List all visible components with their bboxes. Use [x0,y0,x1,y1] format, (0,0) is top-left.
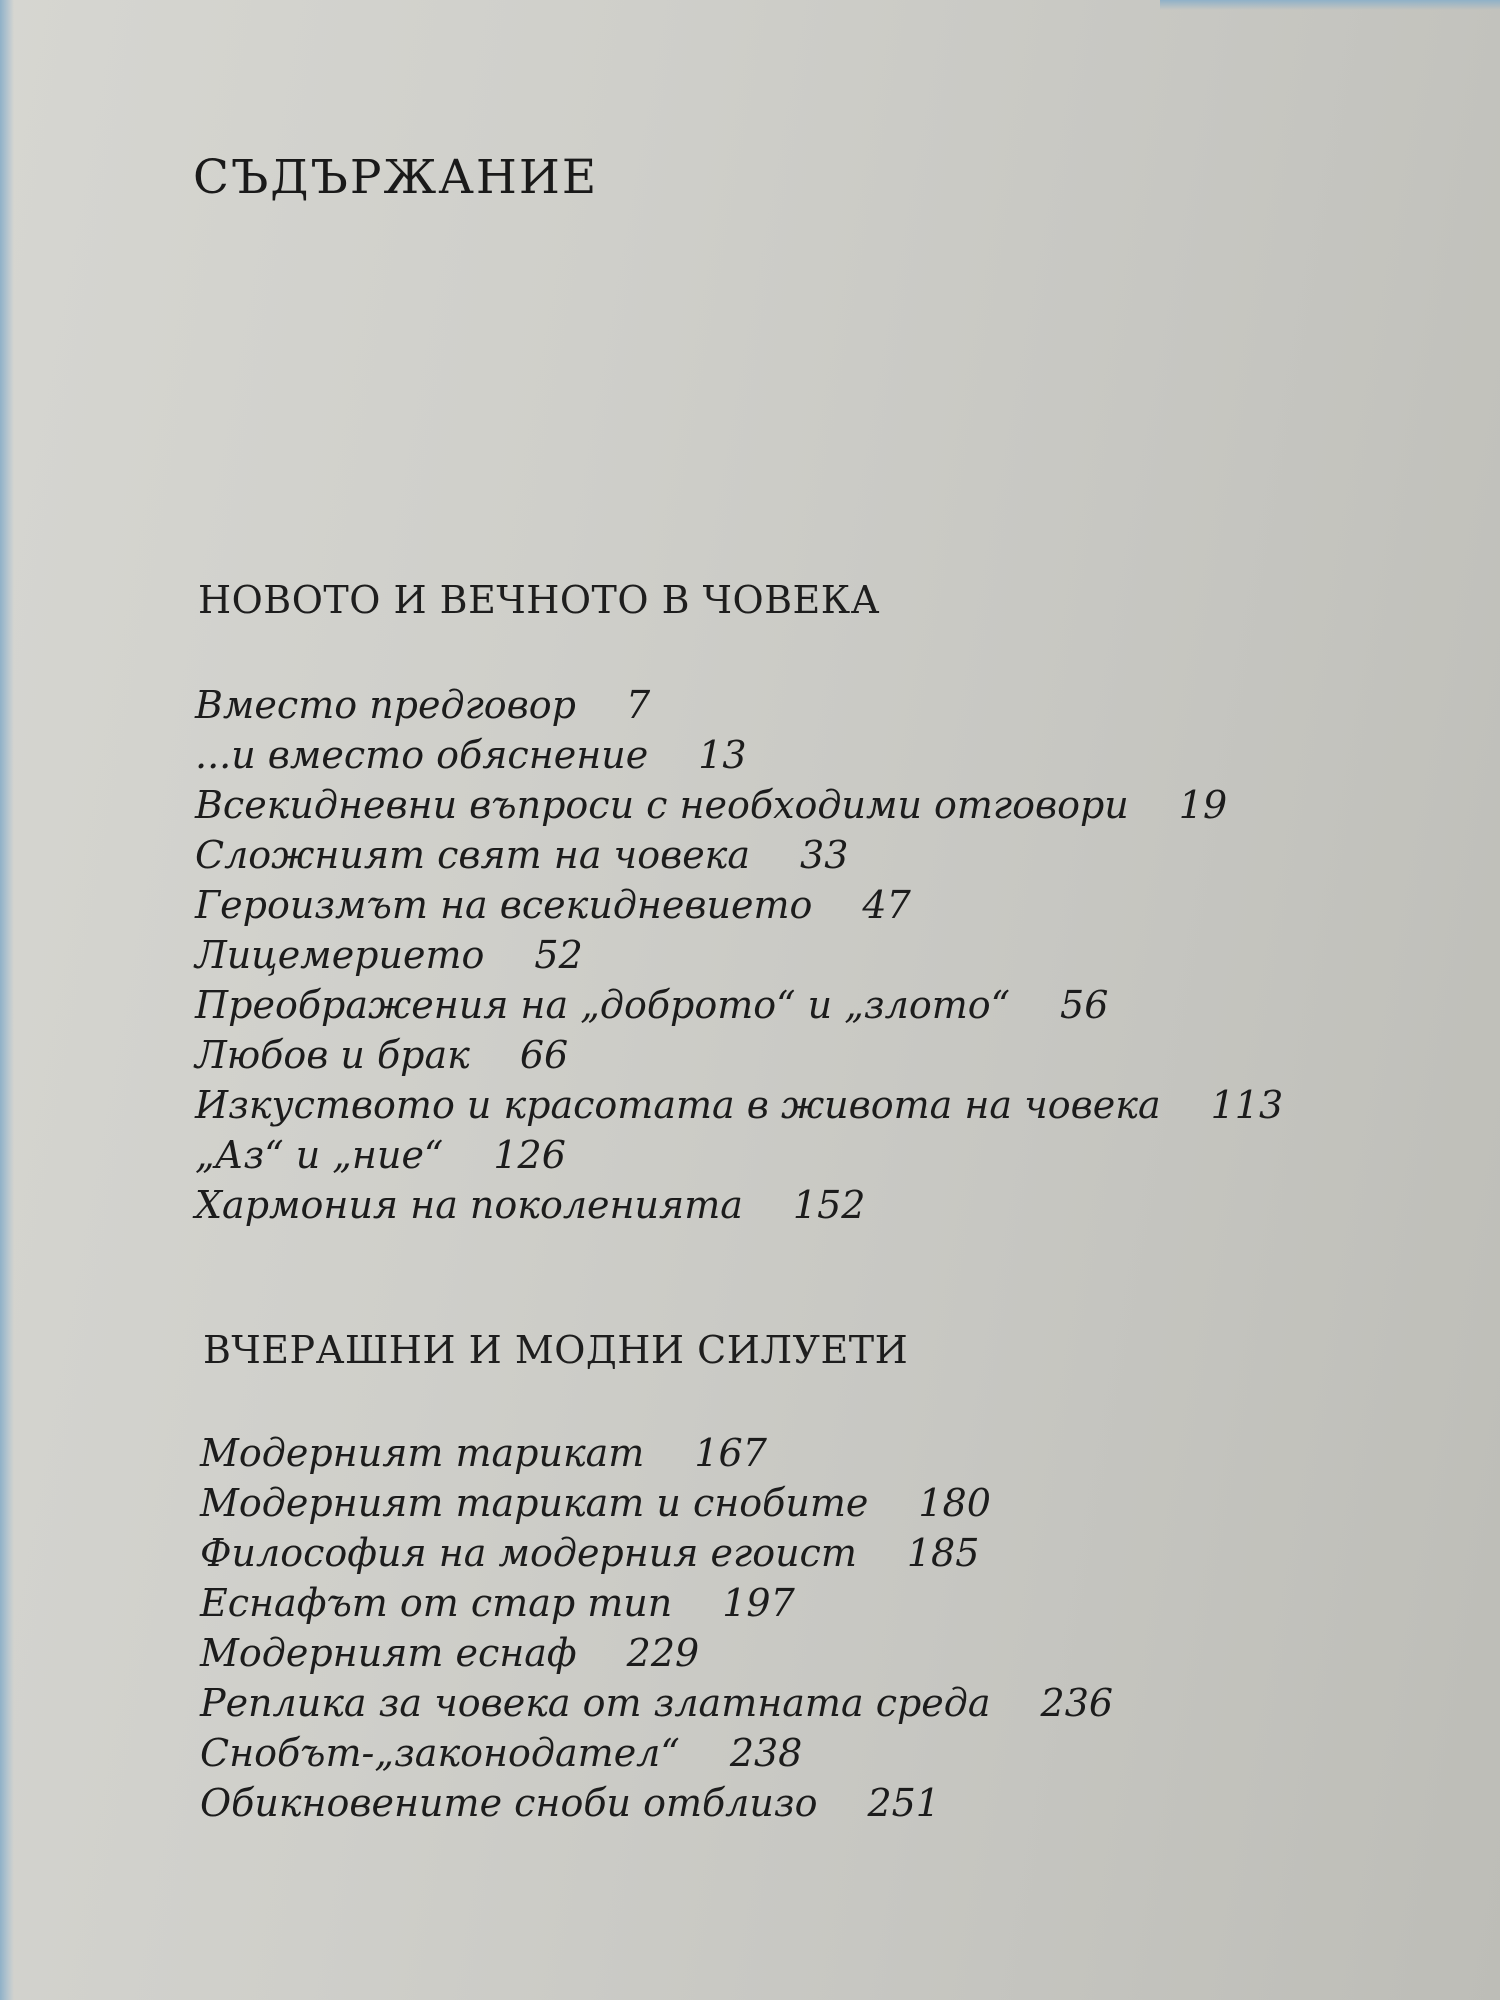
toc-entry [195,1180,1283,1230]
entry-title: Обикновените сноби отблизо [200,1781,818,1825]
page-number: 56 [1060,983,1109,1027]
toc-entry [195,680,1283,730]
toc-list [195,680,1283,1230]
page-number: 251 [867,1781,940,1825]
entry-title: Модерният тарикат и снобите [200,1481,869,1525]
page-number: 229 [626,1631,700,1675]
toc-entry [200,1778,1113,1828]
page-number: 185 [906,1531,980,1575]
entry-title: Еснафът от стар тип [200,1581,673,1625]
toc-entry [195,1030,1283,1080]
page-number: 7 [625,683,651,727]
entry-title: Модерният еснаф [200,1631,577,1675]
toc-entry [195,930,1283,980]
toc-entry [200,1728,1113,1778]
page-number: 126 [493,1133,566,1177]
page-number: 236 [1040,1681,1114,1725]
entry-title: Лицемерието [195,933,485,977]
entry-title: Сложният свят на човека [195,833,751,877]
page-number: 19 [1178,783,1228,827]
toc-list [200,1428,1113,1828]
toc-entry [200,1628,1113,1678]
toc-entry [195,1130,1283,1180]
entry-title: Философия на модерния егоист [200,1531,857,1575]
page-number: 66 [519,1033,569,1077]
section-heading: ВЧЕРАШНИ И МОДНИ СИЛУЕТИ [203,1328,909,1372]
toc-entry [195,980,1283,1030]
toc-entry [195,780,1283,830]
page-title: СЪДЪРЖАНИЕ [193,150,599,205]
toc-entry [200,1428,1113,1478]
entry-title: ...и вместо обяснение [195,733,649,777]
page-left-edge [0,0,14,2000]
page-top-edge [1160,0,1500,10]
page-number: 180 [918,1481,991,1525]
entry-title: „Аз“ и „ние“ [195,1133,444,1177]
page-number: 238 [729,1731,803,1775]
entry-title: Преображения на „доброто“ и „злото“ [195,983,1011,1027]
page-number: 13 [698,733,747,777]
entry-title: Героизмът на всекидневието [195,883,813,927]
entry-title: Изкуството и красотата в живота на човека [195,1083,1161,1127]
entry-title: Реплика за човека от златната среда [200,1681,991,1725]
toc-entry [195,830,1283,880]
page-number: 197 [722,1581,795,1625]
entry-title: Снобът-„законодател“ [200,1731,680,1775]
entry-title: Модерният тарикат [200,1431,645,1475]
toc-entry [195,730,1283,780]
toc-entry [195,880,1283,930]
page-number: 113 [1210,1083,1284,1127]
page-number: 52 [534,933,583,977]
page-number: 47 [862,883,911,927]
entry-title: Хармония на поколенията [195,1183,743,1227]
page-number: 152 [792,1183,866,1227]
toc-entry [200,1478,1113,1528]
toc-entry [200,1528,1113,1578]
toc-entry [195,1080,1283,1130]
page-number: 33 [800,833,849,877]
toc-entry [200,1578,1113,1628]
entry-title: Всекидневни въпроси с необходими отговори [195,783,1129,827]
section-heading: НОВОТО И ВЕЧНОТО В ЧОВЕКА [198,578,880,622]
toc-entry [200,1678,1113,1728]
entry-title: Любов и брак [195,1033,470,1077]
entry-title: Вместо предговор [195,683,576,727]
page-number: 167 [694,1431,767,1475]
